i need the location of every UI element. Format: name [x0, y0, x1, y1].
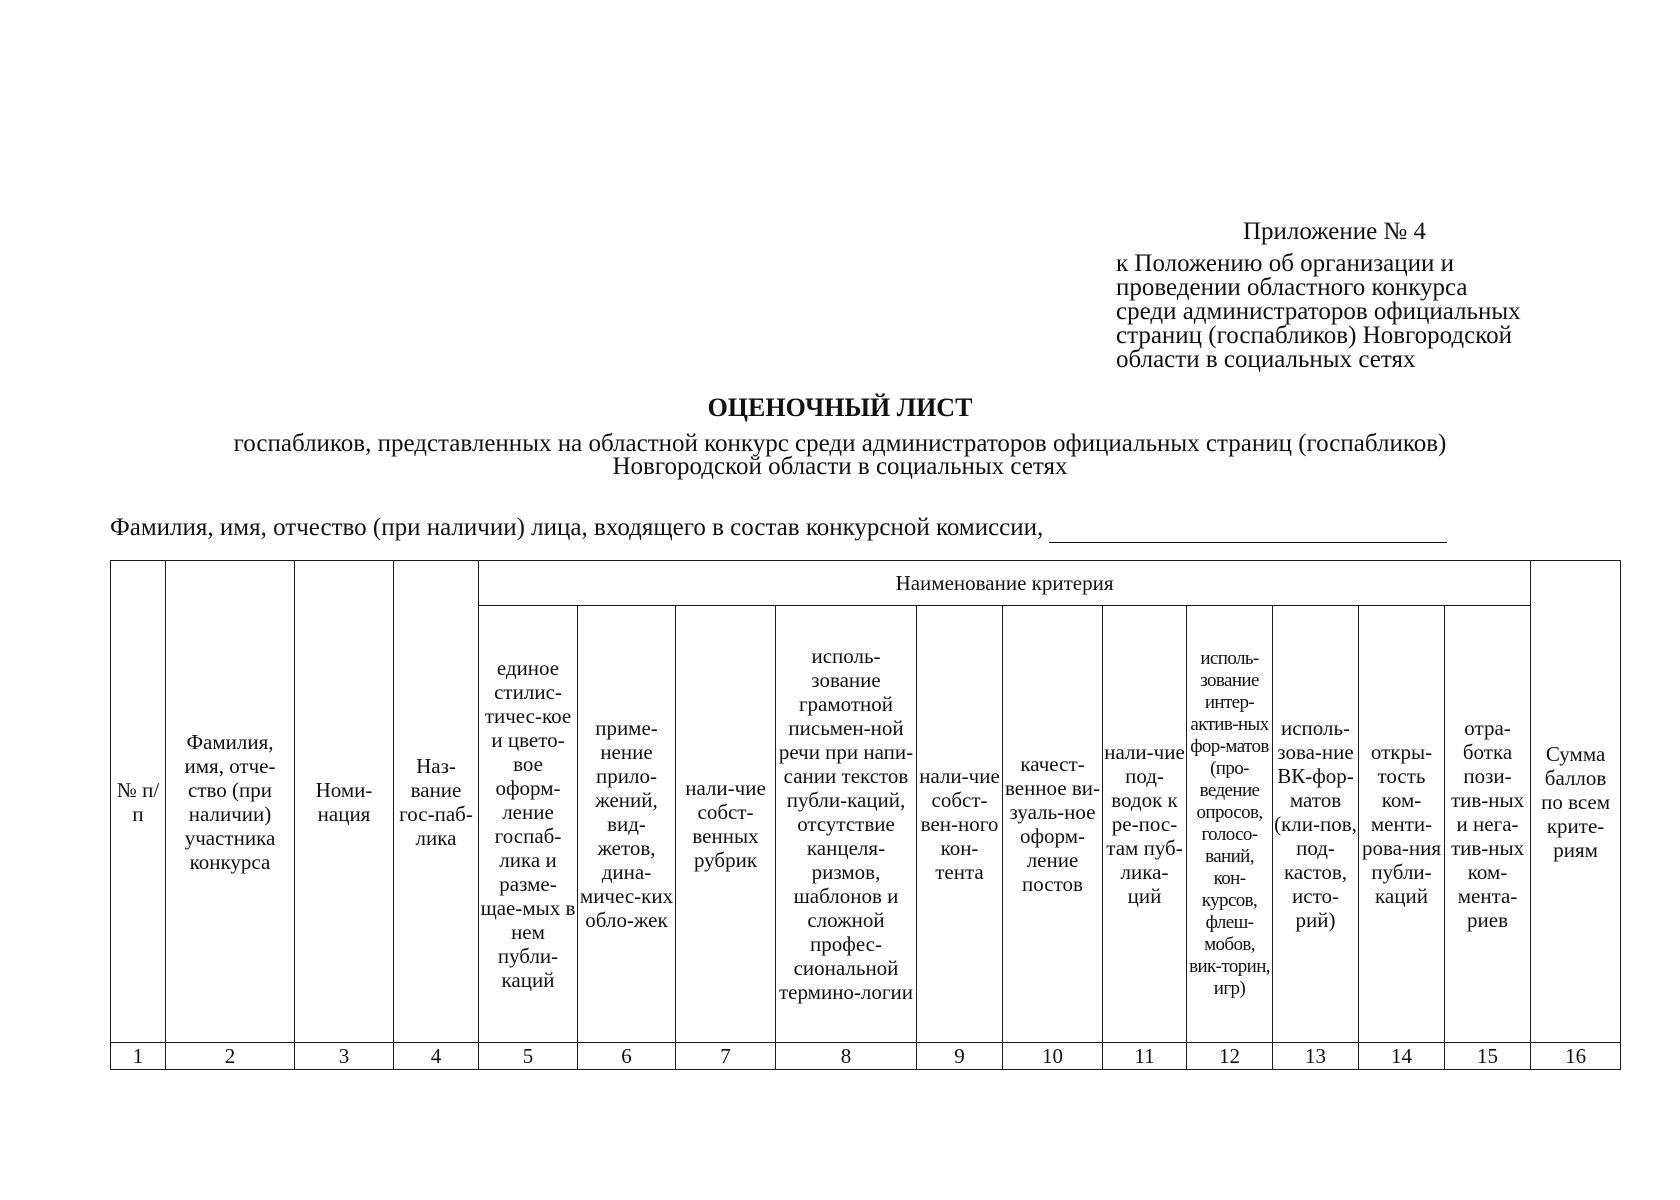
column-header-total-score: Сумма баллов по всем крите-риям: [1531, 561, 1621, 1043]
document-subtitle: [0, 432, 1680, 478]
criterion-header: приме-нение прило-жений, вид-жетов, дина-мичес-ких обло-жек: [578, 606, 676, 1043]
commission-member-blank-field[interactable]: [1049, 518, 1447, 543]
appendix-line: страниц (госпабликов) Новгородской: [1116, 322, 1513, 349]
column-number-cell: 3: [295, 1043, 394, 1070]
column-number-cell: 16: [1531, 1043, 1621, 1070]
criterion-header: нали-чие под-водок к ре-пос-там пуб-лика-ций: [1103, 606, 1187, 1043]
criterion-header: качест-венное ви-зуаль-ное оформ-ление постов: [1003, 606, 1103, 1043]
document-title: ОЦЕНОЧНЫЙ ЛИСТ: [707, 393, 973, 422]
column-number-cell: 13: [1273, 1043, 1359, 1070]
commission-member-label: Фамилия, имя, отчество (при наличии) лица, входящего в состав конкурсной комиссии,: [110, 514, 1044, 541]
criterion-header: единое стилис-тичес-кое и цвето-вое оформ-ление госпаб-лика и разме-щае-мых в нем публи-каций: [479, 606, 578, 1043]
column-header-nomination: Номи-нация: [295, 561, 394, 1043]
appendix-line: проведении областного конкурса: [1116, 274, 1468, 301]
column-number-cell: 14: [1359, 1043, 1445, 1070]
appendix-line: к Положению об организации и: [1116, 250, 1455, 277]
criterion-header: исполь-зова-ние ВК-фор-матов (кли-пов, под-кастов, исто-рий): [1273, 606, 1359, 1043]
column-number-cell: 4: [394, 1043, 479, 1070]
column-header-number: № п/п: [111, 561, 166, 1043]
column-header-public-page-name: Наз-вание гос-паб-лика: [394, 561, 479, 1043]
document-subtitle-line: госпабликов, представленных на областной конкурс среди администраторов официальных страниц (госпабликов): [233, 430, 1447, 457]
appendix-line: области в социальных сетях: [1116, 346, 1416, 373]
column-number-cell: 6: [578, 1043, 676, 1070]
column-number-cell: 2: [166, 1043, 295, 1070]
column-number-cell: 7: [676, 1043, 776, 1070]
commission-member-line: [110, 513, 1447, 543]
column-number-cell: 11: [1103, 1043, 1187, 1070]
column-number-cell: 15: [1445, 1043, 1531, 1070]
criteria-group-header: Наименование критерия: [479, 561, 1531, 606]
criterion-header: откры-тость ком-менти-рова-ния публи-каций: [1359, 606, 1445, 1043]
criterion-header: нали-чие собст-венных рубрик: [676, 606, 776, 1043]
column-number-row: [111, 1043, 1621, 1070]
evaluation-table: [110, 560, 1621, 1070]
appendix-title: Приложение № 4: [1243, 218, 1427, 245]
criterion-header: исполь-зование грамотной письмен-ной речи при напи-сании текстов публи-каций, отсутствие канцеля-ризмов, шаблонов и сложной профес-сиональной термино-логии: [776, 606, 917, 1043]
criterion-header: исполь-зование интер-актив-ных фор-матов (про-ведение опросов, голосо-ваний, кон-курсов, флеш-мобов, вик-торин, игр): [1187, 606, 1273, 1043]
appendix-line: среди администраторов официальных: [1116, 298, 1521, 325]
column-number-cell: 9: [917, 1043, 1003, 1070]
column-number-cell: 8: [776, 1043, 917, 1070]
column-header-participant-name: Фамилия, имя, отче-ство (при наличии) участника конкурса: [166, 561, 295, 1043]
column-number-cell: 12: [1187, 1043, 1273, 1070]
column-number-cell: 10: [1003, 1043, 1103, 1070]
column-number-cell: 1: [111, 1043, 166, 1070]
criterion-header: нали-чие собст-вен-ного кон-тента: [917, 606, 1003, 1043]
document-subtitle-line: Новгородской области в социальных сетях: [612, 453, 1068, 480]
criterion-header: отра-ботка пози-тив-ных и нега-тив-ных ком-мента-риев: [1445, 606, 1531, 1043]
column-number-cell: 5: [479, 1043, 578, 1070]
appendix-block: [1116, 218, 1576, 372]
